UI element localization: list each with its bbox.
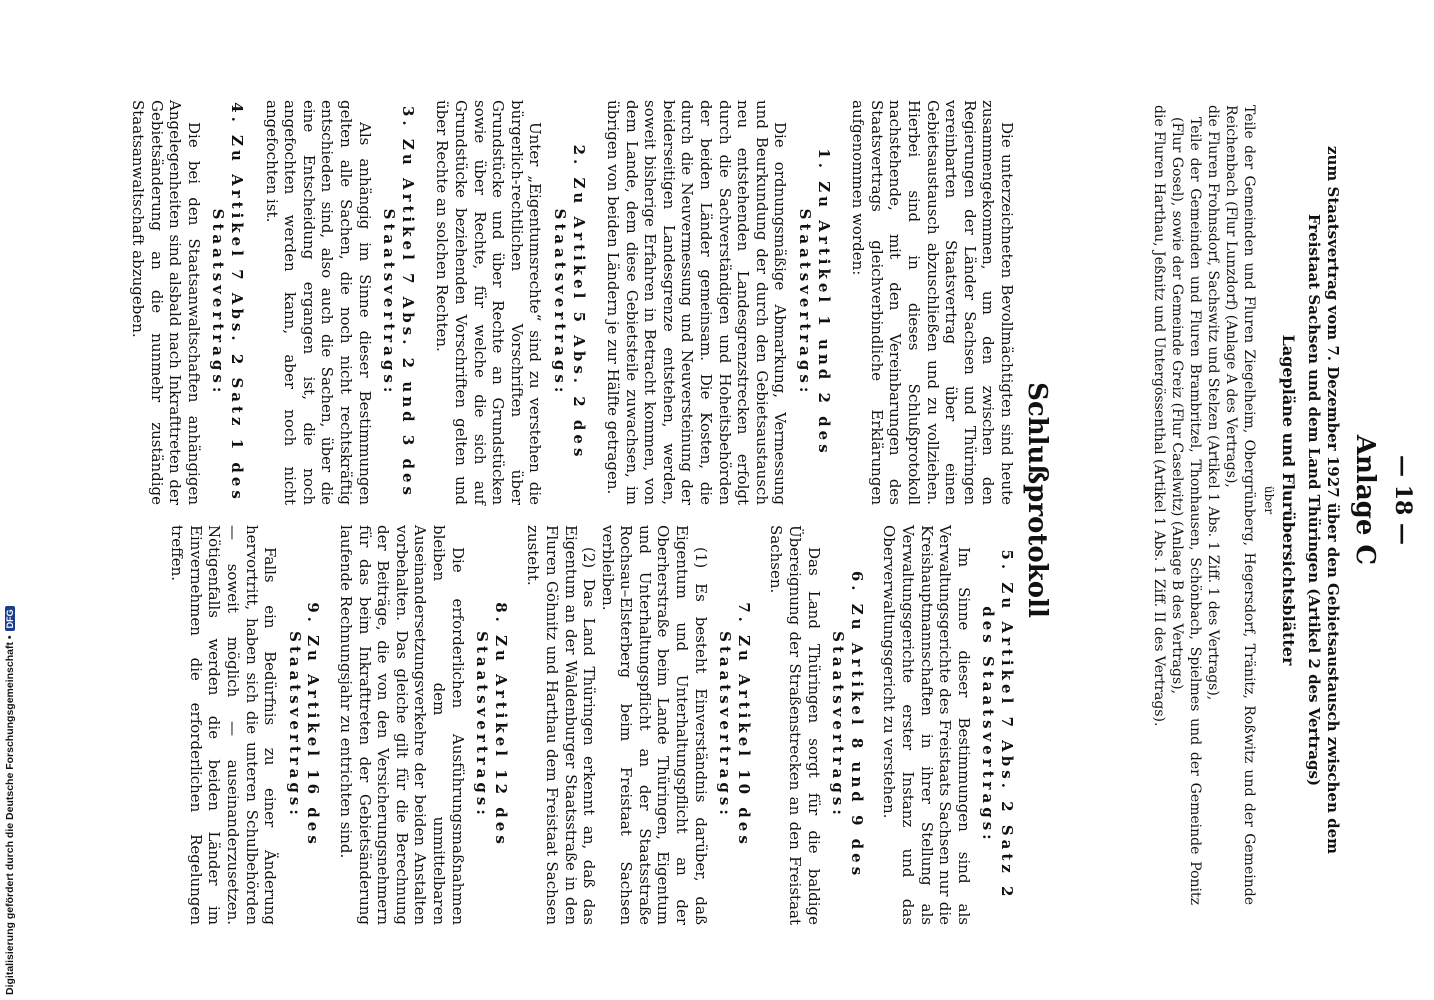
ueber-label: über: [1262, 485, 1276, 515]
section-text: [336, 525, 466, 925]
right-column: [168, 525, 1016, 925]
section-text: [168, 525, 280, 925]
section-text: [262, 100, 374, 505]
intro-text: Die unterzeichneten Bevollmächtigten sind heute zusammengekommen, um den zwischen den Regierungen der Länder Sachsen und Thüringen vereinbarten Staatsvertrag über einen Gebietsaustausch abzuschließen und zu vollziehen. Hierbei sind in dieses Schlußprotokoll nachstehende, mit den Vereinbarungen des Staatsvertrags gleichverbindliche Erklärungen aufgenommen worden:: [849, 100, 1016, 505]
section-body: (2) Das Land Thüringen erkennt an, daß das Eigentum an der Waldenburger Staatsstraße in den Fluren Göhnitz und Harthau dem Freistaat Sachsen zusteht.: [524, 525, 599, 925]
page-number: — 18 —: [1390, 455, 1416, 545]
footer-text: Digitalisierung gefördert durch die Deutsche Forschungsgemeinschaft •: [4, 635, 16, 995]
map-item: die Fluren Frohnsdorf, Sachswitz und Stelzen (Artikel 1 Abs. 1 Ziff. 1 des Vertrags),: [1205, 105, 1221, 701]
dfg-logo-icon: DFG: [5, 606, 15, 631]
annex-title: Anlage C: [1350, 434, 1380, 566]
maps-title: Lagepläne und Flurübersichtsblätter: [1279, 334, 1298, 666]
section-text: [880, 525, 973, 925]
section-heading: 7. Zu Artikel 10 des Staatsvertrags:: [716, 602, 753, 848]
section-heading: 1. Zu Artikel 1 und 2 des Staatsvertrags:: [796, 148, 833, 457]
section-text: [433, 100, 545, 505]
section-heading: 5. Zu Artikel 7 Abs. 2 Satz 2 des Staatsvertrags:: [979, 549, 1016, 901]
section-body: Unter „Eigentumsrechte“ sind zu verstehen die bürgerlich-rechtlichen Vorschriften über Grundstücke und über Rechte an Grundstücken sowie über Rechte, für welche die sich auf Grundstücke beziehenden Vorschriften gelten und über Rechte an solchen Rechten.: [433, 100, 545, 505]
left-column: [128, 100, 1016, 505]
section-body: (1) Es besteht Einverständnis darüber, daß Eigentum und Unterhaltungspflicht an der Oberherstraße beim Lande Thüringen, Eigentum und Unterhaltungspflicht an der Staatsstraße Rochsau–Elsterberg beim Freistaat Sachsen verbleiben.: [598, 525, 710, 925]
map-item: Teile der Gemeinden und Fluren Brambritzel, Thonhausen, Schönbach, Spielmes und der Gemeinde Ponitz (Flur Gosel), sowie der Gemeinde Greiz (Flur Caselwitz) (Anlage B des Vertrags),: [1169, 117, 1203, 905]
section-heading: 2. Zu Artikel 5 Abs. 2 des Staatsvertrags:: [550, 144, 588, 461]
section-text: [524, 525, 710, 925]
treaty-title: zum Staatsvertrag vom 7. Dezember 1927 über den Gebietsaustausch zwischen dem Freistaat Sachsen und dem Land Thüringen (Artikel 2 des Vertrags): [1305, 145, 1342, 855]
section-text: [604, 100, 790, 505]
section-text: [767, 525, 823, 925]
section-body: Falls ein Bedürfnis zu einer Änderung hervortritt, haben sich die unteren Schulbehörden — soweit möglich — auseinanderzusetzen. Nötigenfalls werden die beiden Länder im Einvernehmen die erforderlichen Regelungen treffen.: [168, 525, 280, 925]
intro-paragraph: [849, 100, 1016, 505]
digitization-footer: [0, 0, 20, 1000]
section-heading: 3. Zu Artikel 7 Abs. 2 und 3 des Staatsvertrags:: [380, 106, 417, 499]
protocol-title: Schlußprotokoll: [1022, 382, 1052, 618]
section-body: Das Land Thüringen sorgt für die baldige Übereignung der Straßenstrecken an den Freistaat Sachsen.: [767, 525, 823, 925]
footer-text-wrapper: [4, 575, 18, 995]
map-item: Teile der Gemeinden und Fluren Ziegelheim, Obergrünberg, Hegersdorf, Tränitz, Roßwitz und der Gemeinde Reichenbach (Flur Lunzdorf) (Anlage A des Vertrags),: [1223, 105, 1257, 905]
section-body: Im Sinne dieser Bestimmungen sind als Verwaltungsgerichte des Freistaats Sachsen nur die Kreishauptmannschaften in ihrer Stellung als Verwaltungsgerichte erster Instanz und das Oberverwaltungsgericht zu verstehen.: [880, 525, 973, 925]
section-body: Als anhängig im Sinne dieser Bestimmungen gelten alle Sachen, die noch nicht rechtskräftig entschieden sind, also auch die Sachen, über die eine Entscheidung ergangen ist, die noch angefochten werden kann, aber noch nicht angefochten ist.: [262, 100, 374, 505]
section-text: [128, 100, 202, 505]
section-heading: 6. Zu Artikel 8 und 9 des Staatsvertrags:: [829, 570, 866, 880]
section-body: Die bei den Staatsanwaltschaften anhängigen Angelegenheiten sind alsbald nach Inkrafttreten der Gebietsänderung an die nunmehr zuständige Staatsanwaltschaft abzugeben.: [129, 100, 203, 505]
section-body: Die erforderlichen Ausführungsmaßnahmen bleiben dem unmittelbaren Auseinandersetzungsverkehre der beiden Anstalten vorbehalten. Das gleiche gilt für die Berechnung der Beiträge, die von den Versicherungsnehmern für das beim Inkrafttreten der Gebietsänderung laufende Rechnungsjahr zu entrichten sind.: [337, 525, 467, 925]
section-heading: 4. Zu Artikel 7 Abs. 2 Satz 1 des Staatsvertrags:: [209, 102, 247, 503]
map-item: die Fluren Harthau, Jeßnitz und Untergössenthal (Artikel 1 Abs. 1 Ziff. II des Vertrags).: [1151, 105, 1167, 727]
map-items-list: [1150, 105, 1258, 905]
section-heading: 8. Zu Artikel 12 des Staatsvertrags:: [473, 602, 510, 848]
section-heading: 9. Zu Artikel 16 des Staatsvertrags:: [285, 602, 323, 848]
section-body: Die ordnungsmäßige Abmarkung, Vermessung und Beurkundung der durch den Gebietsaustausch neu entstehenden Landesgrenzstrecken erfolgt durch die Sachverständigen und Hoheitsbehörden der beiden Länder gemeinsam. Die Kosten, die durch die Neuvermessung und Neuversteinung der beiderseitigen Landesgrenze entstehen, werden, soweit bisherige Erfahren in Betracht kommen, von dem Lande, dem diese Gebietsteile zuwachsen, im übrigen von beiden Ländern je zur Hälfte getragen.: [604, 100, 790, 505]
